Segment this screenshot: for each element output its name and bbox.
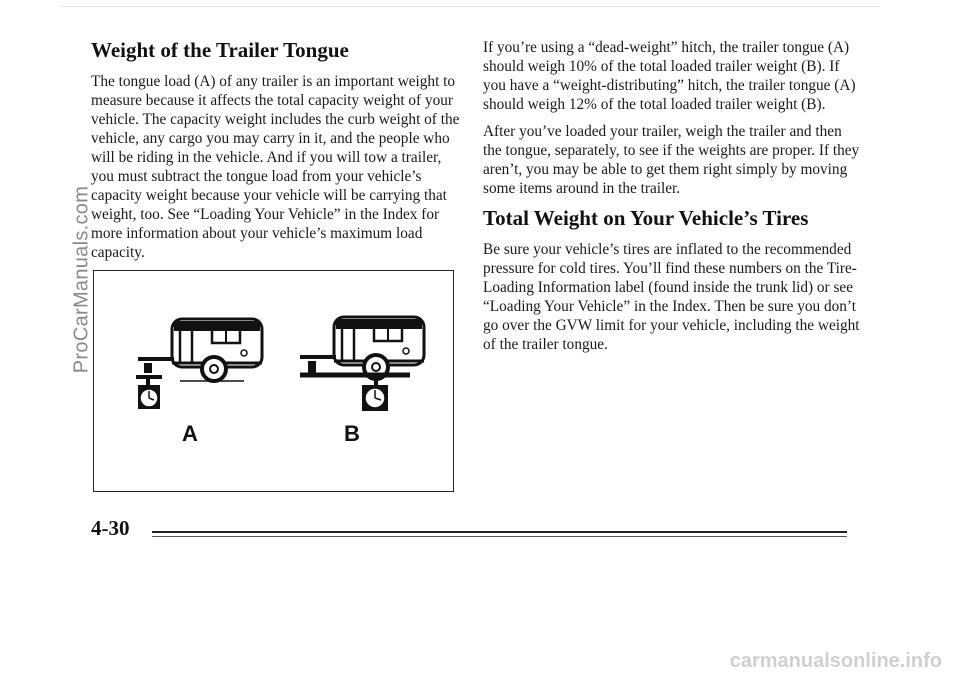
site-footer-text: carmanualsonline.info — [729, 650, 942, 672]
figure-label-a: A — [182, 421, 198, 446]
top-rule — [60, 6, 880, 7]
right-column — [483, 38, 863, 362]
trailer-diagram — [94, 271, 452, 490]
heading-total-weight-tires: Total Weight on Your Vehicle’s Tires — [483, 206, 809, 230]
tongue-load-paragraph: The tongue load (A) of any trailer is an important weight to measure because it affects the total capacity weight of your vehicle. The capacity weight includes the curb weight of the vehicle, any cargo you may carry in it, and the people who will be riding in the vehicle. And if you will tow a trailer, you must subtract the tongue load from your vehicle’s capacity weight because your vehicle will be carrying that weight, too. See “Loading Your Vehicle” in the Index for more information about your vehicle’s maximum load capacity. — [91, 73, 460, 261]
weigh-trailer-paragraph: After you’ve loaded your trailer, weigh the trailer and then the tongue, separately, to see if the weights are proper. If they aren’t, you may be able to get them right simply by moving some items around in the trailer. — [483, 123, 860, 197]
page-number: 4-30 — [91, 516, 130, 540]
watermark-text: ProCarManuals.com — [70, 185, 93, 374]
trailer-a-illustration — [136, 319, 262, 409]
footer-rule-thin — [152, 536, 847, 537]
trailer-weighing-figure — [93, 270, 454, 492]
left-column — [91, 38, 461, 270]
trailer-b-illustration — [300, 317, 424, 411]
hitch-weight-paragraph: If you’re using a “dead-weight” hitch, the trailer tongue (A) should weigh 10% of the total loaded trailer weight (B). If you have a “weight-distributing” hitch, the trailer tongue (A) should weigh 12% of the total loaded trailer weight (B). — [483, 39, 856, 113]
footer-rule — [152, 531, 847, 533]
heading-trailer-tongue: Weight of the Trailer Tongue — [91, 38, 349, 62]
tire-pressure-paragraph: Be sure your vehicle’s tires are inflated to the recommended pressure for cold tires. You’ll find these numbers on the Tire-Loading Information label (found inside the trunk lid) or see “Loading Your Vehicle” in the Index. Then be sure you don’t go over the GVW limit for your vehicle, including the weight of the trailer tongue. — [483, 241, 860, 353]
figure-label-b: B — [344, 421, 360, 446]
